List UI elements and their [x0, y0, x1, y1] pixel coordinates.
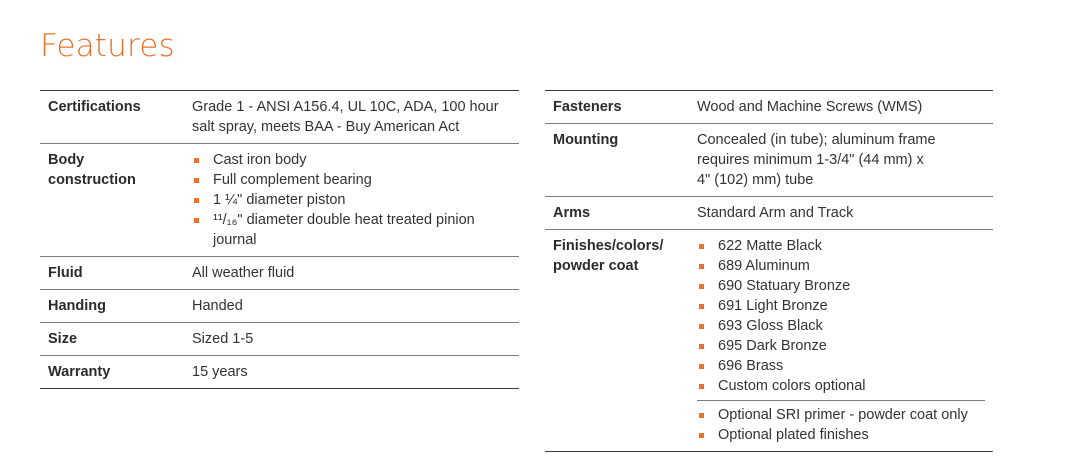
- spec-row-size: [40, 323, 519, 356]
- bullet-item: 691 Light Bronze: [697, 296, 985, 316]
- bullet-item: 1 ¼" diameter piston: [192, 190, 511, 210]
- spec-row-finishes: [545, 230, 993, 452]
- spec-row-warranty: [40, 356, 519, 389]
- bullet-item: Optional SRI primer - powder coat only: [697, 405, 985, 425]
- spec-value: Handed: [184, 290, 519, 323]
- spec-label: Body construction: [40, 144, 184, 257]
- bullet-list: [192, 150, 511, 250]
- spec-label: Size: [40, 323, 184, 356]
- spec-value: Wood and Machine Screws (WMS): [697, 99, 923, 115]
- bullet-list: [697, 405, 985, 445]
- spec-value: Sized 1-5: [184, 323, 519, 356]
- spec-label: Certifications: [48, 99, 141, 115]
- spec-label: Fasteners: [553, 99, 622, 115]
- bullet-item: 622 Matte Black: [697, 236, 985, 256]
- spec-value-line: Concealed (in tube); aluminum frame: [697, 132, 936, 148]
- spec-value: [184, 144, 519, 257]
- spec-row-arms: [545, 197, 993, 230]
- bullet-list: [697, 236, 985, 396]
- spec-value-line: salt spray, meets BAA - Buy American Act: [192, 119, 460, 135]
- spec-label: Mounting: [545, 124, 689, 197]
- bullet-item: 695 Dark Bronze: [697, 336, 985, 356]
- bullet-item: 696 Brass: [697, 356, 985, 376]
- spec-row-fasteners: [545, 91, 993, 124]
- right-spec-table: [545, 90, 993, 452]
- bullet-item: Full complement bearing: [192, 170, 511, 190]
- spec-label: Arms: [545, 197, 689, 230]
- spec-label: Handing: [40, 290, 184, 323]
- bullet-item: 689 Aluminum: [697, 256, 985, 276]
- left-spec-table: [40, 90, 519, 389]
- bullet-item: Custom colors optional: [697, 376, 985, 396]
- spec-value: Standard Arm and Track: [689, 197, 993, 230]
- bullet-item: Cast iron body: [192, 150, 511, 170]
- spec-label: Finishes/colors/ powder coat: [545, 230, 689, 452]
- spec-label: Warranty: [40, 356, 184, 389]
- spec-row-certifications: [40, 91, 519, 144]
- spec-label: Fluid: [40, 257, 184, 290]
- spec-value-line: 4" (102) mm) tube: [697, 172, 814, 188]
- spec-row-mounting: [545, 124, 993, 197]
- spec-row-body-construction: [40, 144, 519, 257]
- bullet-item: 690 Statuary Bronze: [697, 276, 985, 296]
- bullet-item: 693 Gloss Black: [697, 316, 985, 336]
- bullet-item: Optional plated finishes: [697, 425, 985, 445]
- spec-value: All weather fluid: [184, 257, 519, 290]
- spec-value: [689, 230, 993, 452]
- spec-value-line: requires minimum 1-3/4" (44 mm) x: [697, 152, 924, 168]
- bullet-item: ¹¹/₁₆" diameter double heat treated pinion journal: [192, 210, 511, 250]
- spec-row-handing: [40, 290, 519, 323]
- finish-options-block: [697, 236, 985, 396]
- spec-row-fluid: [40, 257, 519, 290]
- spec-value: [689, 124, 993, 197]
- spec-value: [184, 91, 519, 144]
- spec-value-line: Grade 1 - ANSI A156.4, UL 10C, ADA, 100 hour: [192, 99, 499, 115]
- page-title: Features: [40, 28, 175, 64]
- spec-value: 15 years: [184, 356, 519, 389]
- optional-finishes-block: [697, 400, 985, 445]
